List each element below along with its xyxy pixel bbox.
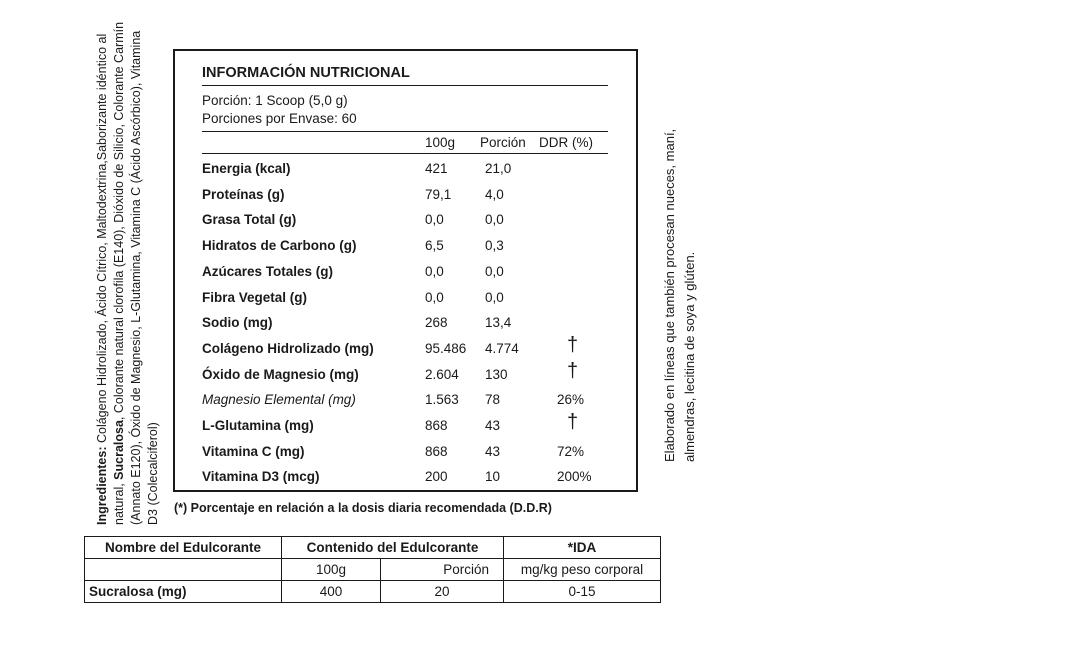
nutrient-label: Fibra Vegetal (g)	[202, 289, 308, 305]
sweetener-name: Sucralosa (mg)	[85, 581, 282, 603]
value-portion: 10	[485, 469, 501, 485]
servings-per-container: Porciones por Envase: 60	[202, 111, 357, 126]
value-100g: 0,0	[425, 212, 444, 228]
value-100g: 1.563	[425, 392, 459, 408]
ingredients-text	[94, 15, 184, 525]
sweetener-header-row	[85, 537, 661, 559]
header-ida: *IDA	[504, 537, 661, 559]
dagger-mark: †	[567, 411, 579, 433]
subheader-ida-unit: mg/kg peso corporal	[504, 559, 661, 581]
nutrient-row	[175, 411, 636, 444]
value-100g: 0,0	[425, 263, 444, 279]
value-portion: 43	[485, 443, 501, 459]
sweetener-table	[84, 536, 661, 603]
header-100g: 100g	[425, 135, 456, 150]
value-portion: 43	[485, 418, 501, 433]
dagger-mark: †	[567, 359, 579, 382]
nutrient-row	[175, 359, 636, 393]
nutrient-label: L-Glutamina (mg)	[202, 418, 314, 433]
header-sweetener-content: Contenido del Edulcorante	[282, 537, 504, 559]
value-portion: 130	[485, 366, 508, 382]
value-portion: 0,0	[485, 289, 504, 305]
subheader-portion: Porción	[381, 559, 504, 581]
nutrient-label: Azúcares Totales (g)	[202, 263, 334, 279]
nutrient-row	[175, 444, 636, 470]
title-divider	[202, 85, 608, 86]
ingredients-part-2: , Colorante natural clorofila (E140), Dióxido de Silicio, Colorante Carmín (Annato E120), Óxido de Magnesio, L-Glutamina, Vitamina C (Ácido Ascórbico), Vitamina D3 (Colecalciferol)	[112, 21, 160, 525]
nutrient-label: Proteínas (g)	[202, 186, 285, 202]
nutrient-row	[175, 469, 636, 495]
value-ddr: 26%	[557, 392, 585, 408]
value-portion: 0,0	[485, 263, 504, 279]
subheader-empty	[85, 559, 282, 581]
ddr-footnote: (*) Porcentaje en relación a la dosis diaria recomendada (D.D.R)	[174, 501, 552, 515]
nutrient-row	[175, 264, 636, 290]
nutrient-label: Energia (kcal)	[202, 161, 291, 176]
sweetener-100g: 400	[282, 581, 381, 603]
sweetener-portion: 20	[381, 581, 504, 603]
sweetener-data-row	[85, 581, 661, 603]
nutrition-title: INFORMACIÓN NUTRICIONAL	[202, 65, 410, 81]
ingredients-part-1: Colágeno Hidrolizado, Ácido Cítrico, Maltodextrina,Saborizante idéntico al natural,	[95, 33, 126, 525]
ingredients-label: Ingredientes:	[95, 446, 109, 525]
value-portion: 0,0	[485, 212, 504, 228]
nutrient-row	[175, 238, 636, 264]
value-100g: 200	[425, 469, 448, 485]
value-portion: 21,0	[485, 161, 512, 176]
value-100g: 268	[425, 315, 448, 331]
nutrient-label: Hidratos de Carbono (g)	[202, 238, 357, 254]
value-portion: 78	[485, 392, 501, 408]
nutrient-label: Óxido de Magnesio (mg)	[202, 366, 359, 382]
value-100g: 0,0	[425, 289, 444, 305]
nutrient-row	[175, 187, 636, 213]
nutrient-row	[175, 212, 636, 238]
value-100g: 6,5	[425, 238, 444, 254]
allergen-note: Elaborado en líneas que también procesan nueces, maní, almendras, lecitina de soya y glúten.	[662, 128, 697, 462]
value-portion: 0,3	[485, 238, 504, 254]
nutrient-label: Magnesio Elemental (mg)	[202, 392, 356, 408]
dagger-mark: †	[567, 333, 579, 356]
header-ddr: DDR (%)	[539, 135, 593, 150]
value-100g: 868	[425, 443, 448, 459]
nutrient-label: Grasa Total (g)	[202, 212, 297, 228]
sweetener-subheader-row	[85, 559, 661, 581]
nutrient-row	[175, 161, 636, 187]
header-sweetener-name: Nombre del Edulcorante	[85, 537, 282, 559]
value-100g: 2.604	[425, 366, 459, 382]
portion-divider	[202, 131, 608, 132]
value-ddr: 72%	[557, 443, 585, 459]
portion-size: Porción: 1 Scoop (5,0 g)	[202, 93, 348, 108]
value-100g: 79,1	[425, 186, 452, 202]
nutrient-row	[175, 290, 636, 316]
value-100g: 95.486	[425, 340, 467, 356]
subheader-100g: 100g	[282, 559, 381, 581]
nutrient-label: Colágeno Hidrolizado (mg)	[202, 340, 374, 356]
sweetener-ida: 0-15	[504, 581, 661, 603]
nutrient-label: Vitamina D3 (mcg)	[202, 469, 320, 485]
header-divider	[202, 153, 608, 154]
value-portion: 13,4	[485, 315, 512, 331]
value-ddr: 200%	[557, 469, 592, 485]
nutrient-label: Vitamina C (mg)	[202, 443, 305, 459]
nutrition-panel	[173, 49, 638, 492]
value-100g: 868	[425, 418, 448, 433]
value-100g: 421	[425, 161, 448, 176]
value-portion: 4,0	[485, 186, 504, 202]
ingredients-sweetener: Sucralosa	[112, 420, 126, 480]
value-portion: 4.774	[485, 340, 519, 356]
header-portion: Porción	[480, 135, 526, 150]
nutrient-label: Sodio (mg)	[202, 315, 273, 331]
